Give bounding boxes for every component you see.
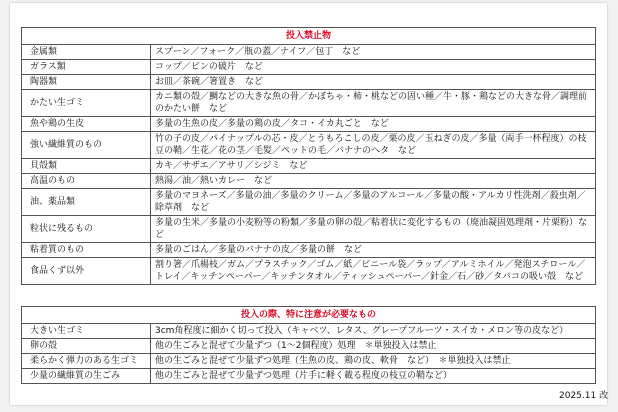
table-row — [22, 243, 596, 258]
category-cell: 柔らかく弾力のある生ゴミ — [22, 354, 151, 369]
items-cell: 多量の生魚の皮／多量の鶏の皮／タコ・イカ丸ごと など — [151, 117, 596, 132]
items-cell: 多量の生米／多量の小麦粉等の粉類／多量の卵の殻／粘着状に変化するもの（廃油凝固処理剤・片栗粉）など — [151, 216, 596, 243]
table-row — [22, 258, 596, 285]
table-row — [22, 117, 596, 132]
items-cell: 熱湯／油／熱いカレー など — [151, 174, 596, 189]
items-cell: お皿／茶碗／箸置き など — [151, 75, 596, 90]
items-cell: 多量のごはん／多量のバナナの皮／多量の餅 など — [151, 243, 596, 258]
table-row — [22, 60, 596, 75]
category-cell: 高温のもの — [22, 174, 151, 189]
category-cell: かたい生ゴミ — [22, 90, 151, 117]
table-row — [22, 354, 596, 369]
category-cell: 魚や鶏の生皮 — [22, 117, 151, 132]
table-row — [22, 90, 596, 117]
table-row — [22, 324, 596, 339]
category-cell: 卵の殻 — [22, 339, 151, 354]
table-row — [22, 75, 596, 90]
table-row — [22, 132, 596, 159]
category-cell: 貝殻類 — [22, 159, 151, 174]
items-cell: 3cm角程度に細かく切って投入（キャベツ、レタス、グレープフルーツ・スイカ・メロン等の皮など） — [151, 324, 596, 339]
table-row — [22, 339, 596, 354]
items-cell: 多量のマヨネーズ／多量の油／多量のクリーム／多量のアルコール／多量の酸・アルカリ性洗剤／殺虫剤／除草剤 など — [151, 189, 596, 216]
table-row — [22, 174, 596, 189]
items-cell: コップ／ビンの破片 など — [151, 60, 596, 75]
category-cell: 粒状に残るもの — [22, 216, 151, 243]
prohibited-items-table — [21, 27, 596, 285]
category-cell: 大きい生ゴミ — [22, 324, 151, 339]
items-cell: スプーン／フォーク／瓶の蓋／ナイフ／包丁 など — [151, 45, 596, 60]
category-cell: 粘着質のもの — [22, 243, 151, 258]
category-cell: ガラス類 — [22, 60, 151, 75]
items-cell: 他の生ごみと混ぜて少量ずつ処理（片手に軽く載る程度の枝豆の鞘など） — [151, 369, 596, 384]
category-cell: 油、薬品類 — [22, 189, 151, 216]
items-cell: 他の生ごみと混ぜて少量ずつ処理（生魚の皮、鶏の皮、軟骨 など） ＊単独投入は禁止 — [151, 354, 596, 369]
caution-items-table — [21, 306, 596, 384]
items-cell: 割り箸／爪楊枝／ガム／プラスチック／ゴム／紙／ビニール袋／ラップ／アルミホイル／発泡スチロール／トレイ／キッチンペーパー／キッチンタオル／ティッシュペーパー／針金／石／砂／タバコの吸い殻 など — [151, 258, 596, 285]
revision-note: 2025.11 改 — [559, 391, 609, 401]
table-row — [22, 369, 596, 384]
category-cell: 少量の繊維質の生ごみ — [22, 369, 151, 384]
caution-title: 投入の際、特に注意が必要なもの — [22, 307, 596, 324]
items-cell: 他の生ごみと混ぜて少量ずつ（1～2個程度）処理 ＊単独投入は禁止 — [151, 339, 596, 354]
items-cell: カニ類の殻／鯛などの大きな魚の骨／かぼちゃ・柿・桃などの固い種／牛・豚・鶏などの大きな骨／調理前のかたい餅 など — [151, 90, 596, 117]
category-cell: 強い繊維質のもの — [22, 132, 151, 159]
items-cell: 竹の子の皮／パイナップルの芯・皮／とうもろこしの皮／栗の皮／玉ねぎの皮／多量（両手一杯程度）の枝豆の鞘／生花／花の茎／毛髪／ペットの毛／バナナのヘタ など — [151, 132, 596, 159]
category-cell: 金属類 — [22, 45, 151, 60]
table-row — [22, 216, 596, 243]
category-cell: 陶器類 — [22, 75, 151, 90]
table-row — [22, 189, 596, 216]
table-row — [22, 159, 596, 174]
table-row — [22, 45, 596, 60]
prohibited-title: 投入禁止物 — [22, 28, 596, 45]
items-cell: カキ／サザエ／アサリ／シジミ など — [151, 159, 596, 174]
category-cell: 食品くず以外 — [22, 258, 151, 285]
